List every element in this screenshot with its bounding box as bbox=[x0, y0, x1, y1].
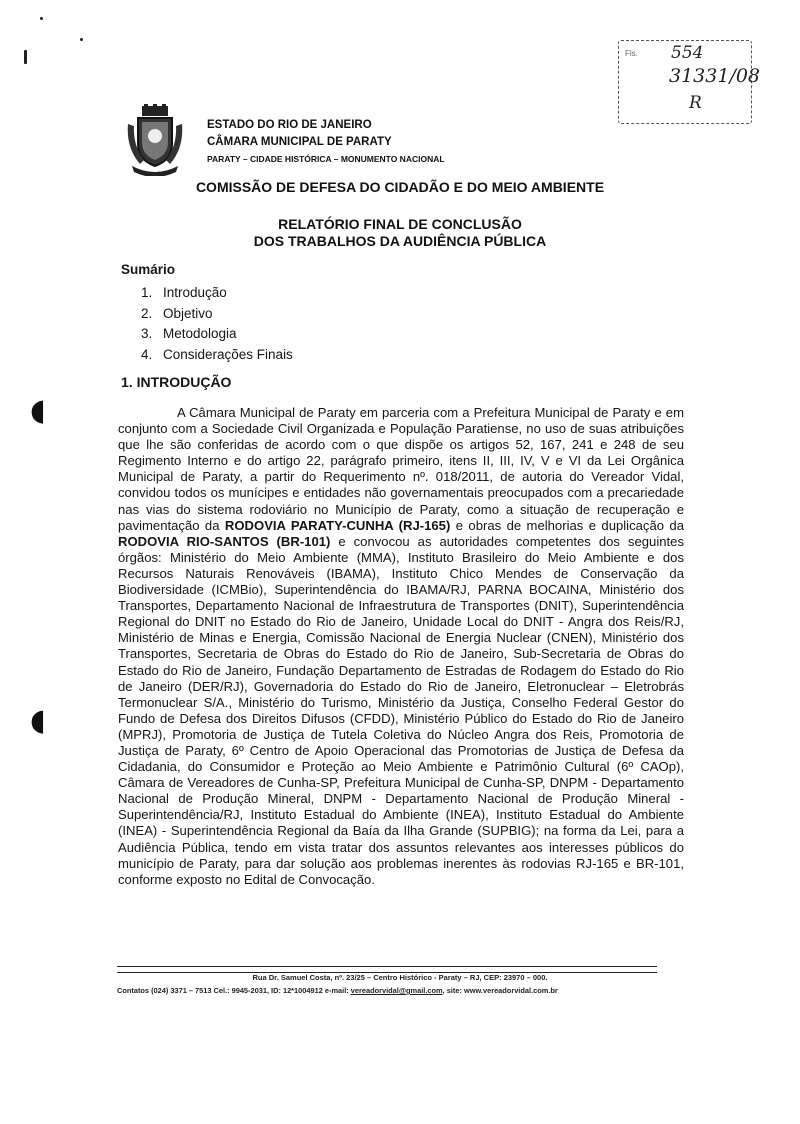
summary-item bbox=[141, 345, 293, 366]
scan-speck bbox=[24, 50, 27, 64]
paragraph-text-mid: e obras de melhorias e duplicação da bbox=[450, 517, 684, 533]
summary-title: Sumário bbox=[121, 262, 176, 277]
scan-speck bbox=[40, 17, 43, 20]
coat-of-arms-icon bbox=[124, 104, 186, 176]
state-name: ESTADO DO RIO DE JANEIRO bbox=[207, 119, 372, 131]
paragraph-text-start: A Câmara Municipal de Paraty em parceria com a Prefeitura Municipal de Paraty e em conjunto com a Sociedade Civil Organizada e População Paratiense, no uso de suas atribuições que lhe são conferidas de acordo com o que dispõe os artigos 52, 167, 241 e 248 de seu Regimento Interno e do artigo 22, parágrafo primeiro, itens II, III, IV, V e VI da Lei Orgânica Municipal de Paraty, a partir do Requerimento nº. 018/2011, de autoria do Vereador Vidal, convidou todos os munícipes e entidades não governamentais preocupados com a precariedade nas vias do sistema rodoviário no Município de Paraty, como a situação de recuperação e pavimentação da bbox=[118, 405, 684, 533]
summary-item-number: 2. bbox=[141, 305, 153, 321]
footer-address: Rua Dr. Samuel Costa, nº. 23/25 – Centro Histórico - Paraty – RJ, CEP: 23970 – 000. bbox=[252, 973, 548, 982]
summary-item-label: Objetivo bbox=[163, 305, 213, 321]
highway-br101-name: RODOVIA RIO-SANTOS (BR-101) bbox=[118, 533, 331, 549]
summary-item bbox=[141, 324, 293, 345]
chamber-name: CÂMARA MUNICIPAL DE PARATY bbox=[207, 136, 392, 148]
summary-item-number: 1. bbox=[141, 285, 153, 300]
summary-item-label: Considerações Finais bbox=[163, 346, 293, 362]
summary-item bbox=[141, 283, 293, 304]
summary-item-number: 4. bbox=[141, 346, 153, 362]
report-title-line-2: DOS TRABALHOS DA AUDIÊNCIA PÚBLICA bbox=[253, 233, 547, 249]
footer-divider bbox=[117, 966, 657, 973]
footer-contacts bbox=[117, 986, 697, 995]
paragraph-text-end: e convocou as autoridades competentes dos seguintes órgãos: Ministério do Meio Ambiente (MMA), Instituto Brasileiro do Meio Ambiente e dos Recursos Naturais Renováveis (IBAMA), Instituto Chico Mendes de Conservação da Biodiversidade (ICMBio), Superintendência do IBAMA/RJ, PARNA BOCAINA, Ministério dos Transportes, Departamento Nacional de Infraestrutura de Transportes (DNIT), Superintendência Regional do DNIT no Estado do Rio de Janeiro, Unidade Local do DNIT - Angra dos Reis/RJ, Ministério de Minas e Energia, Comissão Nacional de Energia Nuclear (CNEN), Ministério dos Transportes, Secretaria de Obras do Estado do Rio de Janeiro, Sub-Secretaria de Obras do Estado do Rio de Janeiro, Fundação Departamento de Estradas de Rodagem do Estado do Rio de Janeiro (DER/RJ), Governadoria do Estado do Rio de Janeiro, Eletronuclear – Eletrobrás Termonuclear S/A., Ministério do Turismo, Ministério da Justiça, Conselho Federal Gestor do Fundo de Defesa dos Direitos Difusos (CFDD), Ministério Público do Estado do Rio de Janeiro (MPRJ), Promotoria de Justiça de Tutela Coletiva do Núcleo Angra dos Reis, Promotoria de Justiça de Paraty, 6º Centro de Apoio Operacional das Promotorias de Justiça de Defesa da Cidadania, do Consumidor e Proteção ao Meio Ambiente e Patrimônio Cultural (6º CAOp), Câmara de Vereadores de Cunha-SP, Prefeitura Municipal de Cunha-SP, DNPM - Departamento Nacional de Produção Mineral, DNPM - Departamento Nacional de Produção Mineral - Superintendência/RJ, Instituto Estadual do Ambiente (INEA), Instituto Estadual do Ambiente (INEA) - Superintendência Regional da Baía da Ilha Grande (SUPBIG); na forma da Lei, para a Audiência Pública, tendo em vista tratar dos assuntos relevantes aos interesses públicos do município de Paraty, para dar solução aos problemas inerentes às rodovias RJ-165 e BR-101, conforme exposto no Edital de Convocação. bbox=[118, 533, 684, 887]
commission-title: COMISSÃO DE DEFESA DO CIDADÃO E DO MEIO AMBIENTE bbox=[195, 179, 605, 195]
summary-item-label: Introdução bbox=[163, 285, 227, 300]
summary-list bbox=[141, 283, 293, 365]
footer-contacts-text: Contatos (024) 3371 – 7513 Cel.: 9945-2031, ID: 12*1004912 e-mail: bbox=[117, 986, 351, 995]
footer-email-link[interactable]: vereadorvidal@gmail.com bbox=[350, 986, 443, 995]
protocol-stamp bbox=[618, 40, 761, 124]
section-heading-introduction: 1. INTRODUÇÃO bbox=[121, 374, 232, 390]
footer-site: , site: www.vereadorvidal.com.br bbox=[442, 986, 558, 995]
stamp-label: Fls. bbox=[625, 49, 638, 58]
summary-item-label: Metodologia bbox=[163, 326, 237, 341]
report-title-line-1: RELATÓRIO FINAL DE CONCLUSÃO bbox=[278, 216, 522, 232]
summary-item bbox=[141, 304, 293, 325]
punch-hole-mark: ◖ bbox=[30, 393, 46, 428]
stamp-process-number: 31331/08 bbox=[669, 65, 761, 87]
highway-rj165-name: RODOVIA PARATY-CUNHA (RJ-165) bbox=[224, 517, 451, 533]
summary-item-number: 3. bbox=[141, 326, 153, 341]
city-subtitle: PARATY – CIDADE HISTÓRICA – MONUMENTO NACIONAL bbox=[207, 154, 445, 164]
stamp-page-number: 554 bbox=[671, 43, 704, 63]
scan-speck bbox=[80, 38, 83, 41]
punch-hole-mark: ◖ bbox=[30, 703, 46, 738]
stamp-rubric: R bbox=[689, 93, 702, 113]
introduction-paragraph bbox=[118, 405, 684, 888]
